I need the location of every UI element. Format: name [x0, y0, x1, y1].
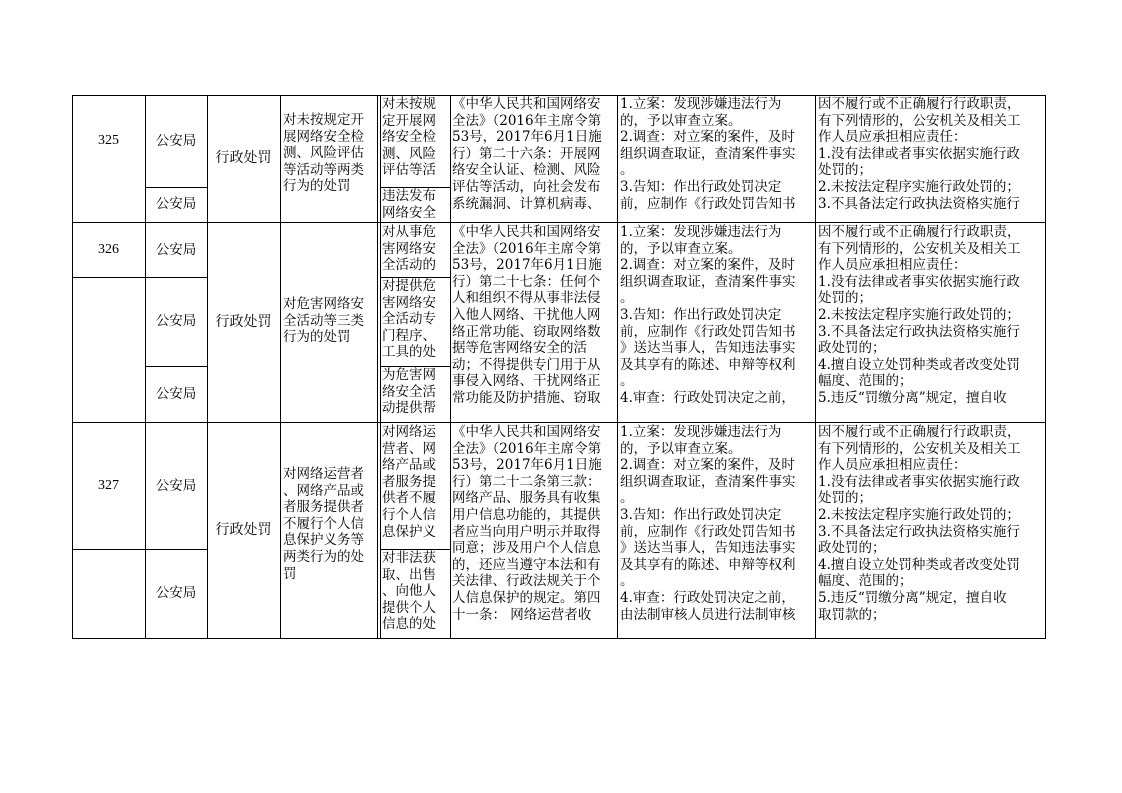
department: 公安局: [155, 132, 197, 149]
legal-basis: 《中华人民共和国网络安 全法》（2016年主席令第 53号，2017年6月1日施 行）第二十七条：任何个 人和组织不得从事非法侵 入他人网络、干扰他人网 络正常功能、窃取网络数 据等危害网络安全的活 动；不得提供专门用于从 事侵入网络、干扰网络正 常功能及防护措施、窃取: [452, 224, 602, 406]
sub-item: 对从事危 害网络安 全活动的: [382, 224, 436, 274]
department-sub: 公安局: [155, 313, 197, 330]
penalty-item: 对网络运营者 、网络产品或 者服务提供者 不履行个人信 息保护义务等 两类行为的处 罚: [283, 466, 364, 582]
responsibility: 因不履行或不正确履行行政职责， 有下列情形的，公安机关及相关工 作人员应承担相应责任： 1.没有法律或者事实依据实施行政 处罚的； 2.未按法定程序实施行政处罚的； 3.不具备法定行政执法资格实施行: [818, 96, 1021, 212]
department-sub: 公安局: [155, 196, 197, 213]
penalty-category: 行政处罚: [215, 314, 272, 331]
department-sub: 公安局: [155, 385, 197, 402]
penalty-item: 对危害网络安 全活动等三类 行为的处罚: [283, 296, 364, 346]
penalty-category: 行政处罚: [215, 150, 272, 167]
sub-item: 对非法获 取、出售 、向他人 提供个人 信息的处: [382, 550, 436, 633]
department-sub: 公安局: [155, 584, 197, 601]
row-number: 326: [98, 241, 119, 257]
penalty-category: 行政处罚: [215, 521, 272, 538]
sub-item: 对未按规 定开展网 络安全检 测、风险 评估等活: [382, 96, 436, 179]
sub-item: 违法发布 网络安全: [382, 188, 436, 221]
department: 公安局: [155, 477, 197, 494]
responsibility: 因不履行或不正确履行行政职责， 有下列情形的，公安机关及相关工 作人员应承担相应责任： 1.没有法律或者事实依据实施行政 处罚的； 2.未按法定程序实施行政处罚的； 3.不具备法定行政执法资格实施行 政处罚的； 4.擅自设立处罚种类或者改变处罚 幅度、范围的； 5.违反“罚缴分离”规定，擅自收 取罚款的；: [818, 424, 1021, 623]
process-steps: 1.立案：发现涉嫌违法行为 的，予以审查立案。 2.调查：对立案的案件，及时 组织调查取证，查清案件事实 。 3.告知：作出行政处罚决定 前，应制作《行政处罚告知书 》送达当事人，告知违法事实 及其享有的陈述、申辩等权利 。 4.审查：行政处罚决定之前， 由法制审核人员进行法制审核: [620, 424, 796, 623]
department: 公安局: [155, 241, 197, 258]
row-number: 327: [98, 477, 119, 493]
process-steps: 1.立案：发现涉嫌违法行为 的，予以审查立案。 2.调查：对立案的案件，及时 组织调查取证，查清案件事实 。 3.告知：作出行政处罚决定 前，应制作《行政处罚告知书: [620, 96, 796, 212]
sub-item: 为危害网 络安全活 动提供帮: [382, 367, 436, 417]
process-steps: 1.立案：发现涉嫌违法行为 的，予以审查立案。 2.调查：对立案的案件，及时 组织调查取证，查清案件事实 。 3.告知：作出行政处罚决定 前，应制作《行政处罚告知书 》送达当事人，告知违法事实 及其享有的陈述、申辩等权利 。 4.审查：行政处罚决定之前，: [620, 224, 796, 406]
row-number: 325: [98, 132, 119, 148]
legal-basis: 《中华人民共和国网络安 全法》（2016年主席令第 53号，2017年6月1日施 行）第二十二条第三款： 网络产品、服务具有收集 用户信息功能的，其提供 者应当向用户明示并取得 同意；涉及用户个人信息 的，还应当遵守本法和有 关法律、行政法规关于个 人信息保护的规定。第四 十一条： 网络运营者收: [452, 424, 602, 623]
responsibility: 因不履行或不正确履行行政职责， 有下列情形的，公安机关及相关工 作人员应承担相应责任： 1.没有法律或者事实依据实施行政 处罚的； 2.未按法定程序实施行政处罚的； 3.不具备法定行政执法资格实施行 政处罚的； 4.擅自设立处罚种类或者改变处罚 幅度、范围的； 5.违反“罚缴分离”规定，擅自收: [818, 224, 1021, 406]
sub-item: 对网络运 营者、网 络产品或 者服务提 供者不履 行个人信 息保护义: [382, 424, 436, 540]
penalty-item: 对未按规定开 展网络安全检 测、风险评估 等活动等两类 行为的处罚: [283, 112, 364, 195]
legal-basis: 《中华人民共和国网络安 全法》（2016年主席令第 53号，2017年6月1日施 行）第二十六条：开展网 络安全认证、检测、风险 评估等活动，向社会发布 系统漏洞、计算机病毒、: [452, 96, 602, 212]
sub-item: 对提供危 害网络安 全活动专 门程序、 工具的处: [382, 278, 436, 361]
